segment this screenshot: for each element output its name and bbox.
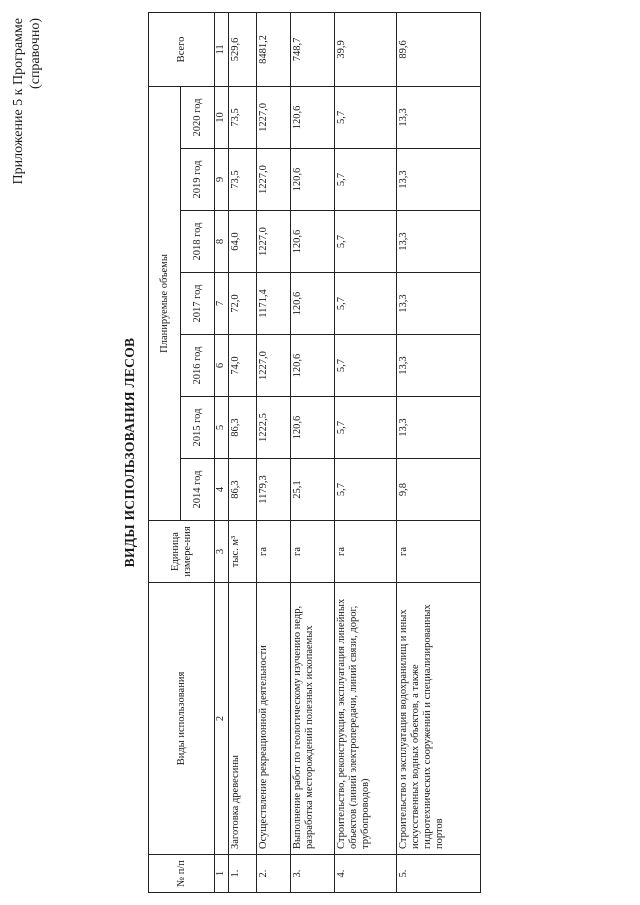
colnum-cell: 1: [215, 855, 229, 893]
row-value-cell: 5,7: [335, 211, 397, 273]
row-value-cell: 13,3: [397, 335, 481, 397]
table-row: [335, 12, 397, 892]
column-number-row: [215, 12, 229, 892]
row-value-cell: 86,3: [229, 397, 257, 459]
row-unit-cell: га: [257, 521, 291, 583]
colnum-cell: 5: [215, 397, 229, 459]
document-title: ВИДЫ ИСПОЛЬЗОВАНИЯ ЛЕСОВ: [122, 337, 137, 568]
row-value-cell: 13,3: [397, 397, 481, 459]
header-year: 2014 год: [181, 459, 215, 521]
row-value-cell: 5,7: [335, 273, 397, 335]
row-value-cell: 120,6: [291, 335, 335, 397]
header-kind: Виды использования: [149, 583, 215, 855]
header-year: 2017 год: [181, 273, 215, 335]
row-name-cell: Строительство, реконструкция, эксплуатация линейных объектов (линий электропередачи, линий связи, дорог, трубопроводов): [335, 583, 397, 855]
row-name-cell: Осуществление рекреационной деятельности: [257, 583, 291, 855]
row-name-cell: Выполнение работ по геологическому изучению недр, разработка месторождений полезных ископаемых: [291, 583, 335, 855]
row-total-cell: 8481,2: [257, 12, 291, 86]
row-value-cell: 13,3: [397, 86, 481, 148]
table-row: [229, 12, 257, 892]
row-value-cell: 1227,0: [257, 149, 291, 211]
header-unit: Единица измере-ния: [149, 521, 215, 583]
row-value-cell: 5,7: [335, 459, 397, 521]
table-row: [397, 12, 481, 892]
row-value-cell: 1227,0: [257, 211, 291, 273]
row-value-cell: 5,7: [335, 397, 397, 459]
row-total-cell: 529,6: [229, 12, 257, 86]
header-year: 2018 год: [181, 211, 215, 273]
row-value-cell: 86,3: [229, 459, 257, 521]
header-year: 2020 год: [181, 86, 215, 148]
row-total-cell: 748,7: [291, 12, 335, 86]
colnum-cell: 10: [215, 86, 229, 148]
header-year: 2015 год: [181, 397, 215, 459]
row-value-cell: 25,1: [291, 459, 335, 521]
header-year: 2016 год: [181, 335, 215, 397]
row-total-cell: 89,6: [397, 12, 481, 86]
colnum-cell: 9: [215, 149, 229, 211]
row-value-cell: 64,0: [229, 211, 257, 273]
row-num-cell: 1.: [229, 855, 257, 893]
colnum-cell: 3: [215, 521, 229, 583]
row-name-cell: Строительство и эксплуатация водохранилищ и иных искусственных водных объектов, а также гидротехнических сооружений и специализированных портов: [397, 583, 481, 855]
row-name-cell: Заготовка древесины: [229, 583, 257, 855]
row-unit-cell: га: [397, 521, 481, 583]
row-value-cell: 120,6: [291, 397, 335, 459]
row-value-cell: 120,6: [291, 86, 335, 148]
row-unit-cell: га: [335, 521, 397, 583]
row-num-cell: 3.: [291, 855, 335, 893]
colnum-cell: 4: [215, 459, 229, 521]
appendix-note: [10, 18, 44, 184]
header-year: 2019 год: [181, 149, 215, 211]
appendix-line-2: (справочно): [28, 18, 43, 89]
row-num-cell: 5.: [397, 855, 481, 893]
row-value-cell: 73,5: [229, 149, 257, 211]
row-value-cell: 5,7: [335, 335, 397, 397]
row-num-cell: 4.: [335, 855, 397, 893]
row-value-cell: 13,3: [397, 149, 481, 211]
table-row: [257, 12, 291, 892]
row-value-cell: 9,8: [397, 459, 481, 521]
header-planned: Планируемые объемы: [149, 86, 181, 520]
colnum-cell: 11: [215, 12, 229, 86]
row-value-cell: 120,6: [291, 211, 335, 273]
row-value-cell: 1171,4: [257, 273, 291, 335]
row-value-cell: 5,7: [335, 149, 397, 211]
colnum-cell: 8: [215, 211, 229, 273]
row-value-cell: 13,3: [397, 211, 481, 273]
row-value-cell: 5,7: [335, 86, 397, 148]
row-value-cell: 74,0: [229, 335, 257, 397]
colnum-cell: 6: [215, 335, 229, 397]
row-value-cell: 1227,0: [257, 86, 291, 148]
header-num: № п/п: [149, 855, 215, 893]
row-value-cell: 120,6: [291, 273, 335, 335]
row-value-cell: 1179,3: [257, 459, 291, 521]
forest-use-table: [148, 12, 481, 893]
row-unit-cell: тыс. м³: [229, 521, 257, 583]
row-num-cell: 2.: [257, 855, 291, 893]
row-total-cell: 39,9: [335, 12, 397, 86]
colnum-cell: 7: [215, 273, 229, 335]
row-value-cell: 1227,0: [257, 335, 291, 397]
row-value-cell: 13,3: [397, 273, 481, 335]
row-unit-cell: га: [291, 521, 335, 583]
colnum-cell: 2: [215, 583, 229, 855]
row-value-cell: 120,6: [291, 149, 335, 211]
table-row: [291, 12, 335, 892]
header-total: Всего: [149, 12, 215, 86]
appendix-line-1: Приложение 5 к Программе: [11, 18, 26, 185]
row-value-cell: 72,0: [229, 273, 257, 335]
row-value-cell: 73,5: [229, 86, 257, 148]
row-value-cell: 1222,5: [257, 397, 291, 459]
